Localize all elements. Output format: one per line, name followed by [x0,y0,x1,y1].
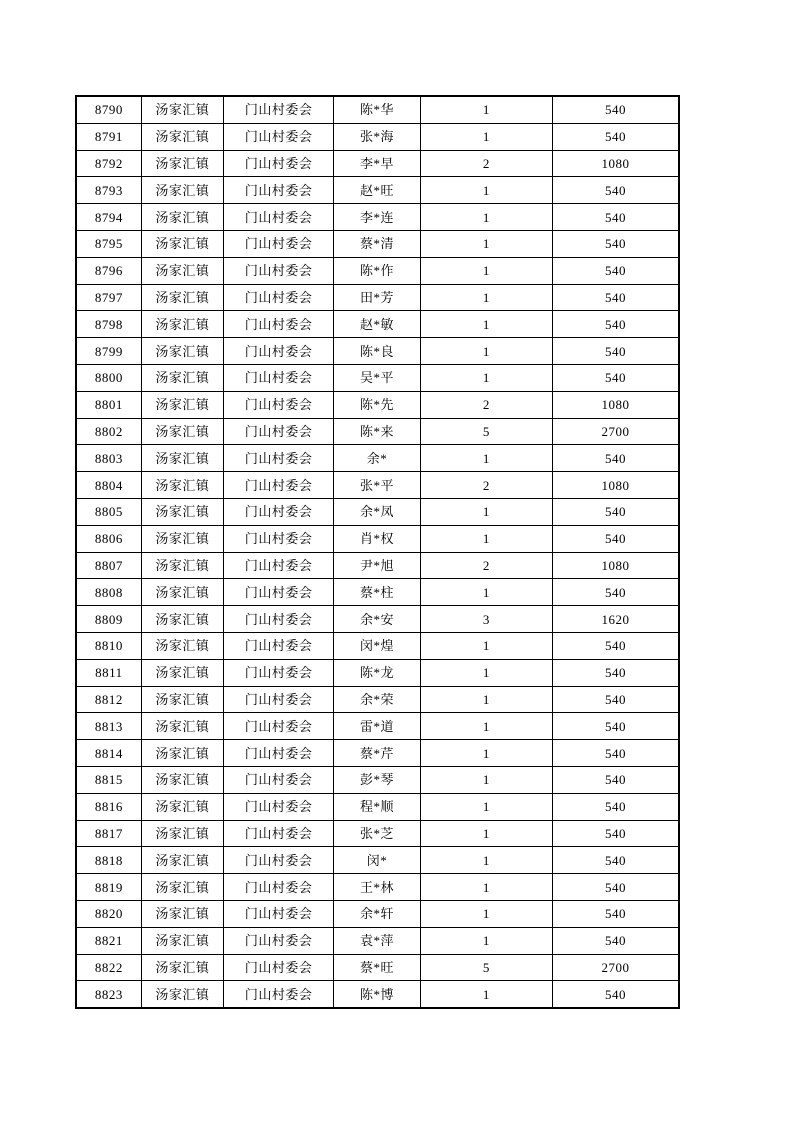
subsidy-table [75,95,680,1009]
cell-amount: 540 [553,498,679,525]
cell-person-count: 1 [420,847,552,874]
table-row [76,686,679,713]
cell-serial-number: 8799 [76,338,141,365]
cell-village: 门山村委会 [223,766,333,793]
cell-amount: 2700 [553,954,679,981]
cell-village: 门山村委会 [223,364,333,391]
cell-serial-number: 8790 [76,96,141,123]
cell-serial-number: 8816 [76,793,141,820]
cell-town: 汤家汇镇 [141,632,223,659]
cell-serial-number: 8807 [76,552,141,579]
table-row [76,177,679,204]
table-row [76,472,679,499]
cell-serial-number: 8822 [76,954,141,981]
cell-person-count: 1 [420,874,552,901]
cell-amount: 540 [553,579,679,606]
table-row [76,579,679,606]
table-row [76,338,679,365]
cell-masked-name: 李*连 [334,204,420,231]
table-row [76,525,679,552]
table-row [76,204,679,231]
cell-person-count: 1 [420,740,552,767]
cell-village: 门山村委会 [223,579,333,606]
cell-person-count: 1 [420,579,552,606]
cell-amount: 540 [553,847,679,874]
cell-serial-number: 8823 [76,981,141,1008]
table-row [76,981,679,1008]
cell-amount: 540 [553,766,679,793]
cell-town: 汤家汇镇 [141,284,223,311]
cell-serial-number: 8802 [76,418,141,445]
cell-masked-name: 张*平 [334,472,420,499]
cell-amount: 1080 [553,472,679,499]
cell-person-count: 1 [420,177,552,204]
table-row [76,659,679,686]
cell-village: 门山村委会 [223,418,333,445]
cell-amount: 540 [553,177,679,204]
cell-masked-name: 余* [334,445,420,472]
cell-person-count: 5 [420,954,552,981]
cell-village: 门山村委会 [223,150,333,177]
cell-village: 门山村委会 [223,311,333,338]
cell-masked-name: 尹*旭 [334,552,420,579]
cell-village: 门山村委会 [223,659,333,686]
cell-town: 汤家汇镇 [141,874,223,901]
table-row [76,418,679,445]
cell-amount: 540 [553,981,679,1008]
cell-village: 门山村委会 [223,96,333,123]
cell-serial-number: 8793 [76,177,141,204]
cell-amount: 540 [553,525,679,552]
cell-person-count: 1 [420,766,552,793]
cell-person-count: 2 [420,552,552,579]
cell-town: 汤家汇镇 [141,150,223,177]
cell-serial-number: 8800 [76,364,141,391]
table-row [76,766,679,793]
cell-village: 门山村委会 [223,793,333,820]
cell-masked-name: 田*芳 [334,284,420,311]
cell-masked-name: 陈*华 [334,96,420,123]
cell-village: 门山村委会 [223,847,333,874]
cell-town: 汤家汇镇 [141,177,223,204]
cell-amount: 540 [553,311,679,338]
cell-serial-number: 8791 [76,123,141,150]
cell-town: 汤家汇镇 [141,579,223,606]
cell-person-count: 2 [420,472,552,499]
cell-serial-number: 8796 [76,257,141,284]
table-row [76,820,679,847]
cell-masked-name: 雷*道 [334,713,420,740]
cell-town: 汤家汇镇 [141,900,223,927]
table-row [76,793,679,820]
cell-village: 门山村委会 [223,900,333,927]
cell-village: 门山村委会 [223,257,333,284]
cell-village: 门山村委会 [223,525,333,552]
table-row [76,391,679,418]
cell-serial-number: 8810 [76,632,141,659]
cell-town: 汤家汇镇 [141,418,223,445]
cell-town: 汤家汇镇 [141,659,223,686]
cell-masked-name: 蔡*柱 [334,579,420,606]
cell-town: 汤家汇镇 [141,766,223,793]
cell-village: 门山村委会 [223,204,333,231]
cell-masked-name: 王*林 [334,874,420,901]
cell-serial-number: 8815 [76,766,141,793]
cell-village: 门山村委会 [223,472,333,499]
table-row [76,284,679,311]
cell-village: 门山村委会 [223,177,333,204]
cell-village: 门山村委会 [223,498,333,525]
table-row [76,96,679,123]
cell-person-count: 1 [420,793,552,820]
table-row [76,123,679,150]
cell-masked-name: 闵* [334,847,420,874]
cell-person-count: 1 [420,230,552,257]
cell-serial-number: 8797 [76,284,141,311]
cell-village: 门山村委会 [223,686,333,713]
cell-person-count: 1 [420,820,552,847]
cell-amount: 1080 [553,391,679,418]
cell-masked-name: 肖*权 [334,525,420,552]
cell-amount: 540 [553,338,679,365]
cell-town: 汤家汇镇 [141,498,223,525]
cell-town: 汤家汇镇 [141,552,223,579]
cell-town: 汤家汇镇 [141,981,223,1008]
cell-person-count: 1 [420,632,552,659]
subsidy-table-body [76,96,679,1008]
cell-amount: 540 [553,632,679,659]
cell-person-count: 1 [420,96,552,123]
cell-town: 汤家汇镇 [141,364,223,391]
cell-masked-name: 陈*博 [334,981,420,1008]
table-row [76,230,679,257]
cell-person-count: 1 [420,284,552,311]
cell-village: 门山村委会 [223,927,333,954]
cell-serial-number: 8813 [76,713,141,740]
cell-town: 汤家汇镇 [141,445,223,472]
cell-serial-number: 8821 [76,927,141,954]
cell-masked-name: 陈*龙 [334,659,420,686]
cell-masked-name: 赵*旺 [334,177,420,204]
cell-village: 门山村委会 [223,445,333,472]
cell-masked-name: 余*荣 [334,686,420,713]
table-row [76,632,679,659]
cell-serial-number: 8818 [76,847,141,874]
cell-person-count: 3 [420,606,552,633]
cell-serial-number: 8812 [76,686,141,713]
cell-village: 门山村委会 [223,123,333,150]
table-row [76,874,679,901]
cell-village: 门山村委会 [223,552,333,579]
cell-amount: 540 [553,445,679,472]
table-row [76,150,679,177]
cell-person-count: 1 [420,498,552,525]
cell-amount: 540 [553,123,679,150]
cell-person-count: 1 [420,659,552,686]
cell-village: 门山村委会 [223,740,333,767]
cell-masked-name: 程*顺 [334,793,420,820]
cell-person-count: 1 [420,713,552,740]
cell-person-count: 2 [420,391,552,418]
cell-town: 汤家汇镇 [141,338,223,365]
table-row [76,847,679,874]
table-row [76,311,679,338]
cell-amount: 540 [553,230,679,257]
cell-person-count: 1 [420,204,552,231]
table-row [76,900,679,927]
cell-town: 汤家汇镇 [141,525,223,552]
cell-village: 门山村委会 [223,284,333,311]
cell-masked-name: 蔡*清 [334,230,420,257]
cell-serial-number: 8804 [76,472,141,499]
cell-serial-number: 8805 [76,498,141,525]
cell-serial-number: 8792 [76,150,141,177]
cell-person-count: 1 [420,257,552,284]
cell-town: 汤家汇镇 [141,96,223,123]
cell-serial-number: 8819 [76,874,141,901]
cell-amount: 540 [553,900,679,927]
cell-town: 汤家汇镇 [141,820,223,847]
table-row [76,552,679,579]
cell-serial-number: 8801 [76,391,141,418]
cell-amount: 1620 [553,606,679,633]
cell-town: 汤家汇镇 [141,204,223,231]
cell-serial-number: 8798 [76,311,141,338]
table-row [76,606,679,633]
cell-person-count: 1 [420,311,552,338]
cell-masked-name: 蔡*旺 [334,954,420,981]
cell-serial-number: 8809 [76,606,141,633]
cell-town: 汤家汇镇 [141,230,223,257]
table-row [76,713,679,740]
cell-serial-number: 8808 [76,579,141,606]
cell-person-count: 1 [420,445,552,472]
cell-amount: 1080 [553,552,679,579]
cell-town: 汤家汇镇 [141,847,223,874]
cell-masked-name: 闵*煌 [334,632,420,659]
cell-masked-name: 余*安 [334,606,420,633]
cell-person-count: 1 [420,525,552,552]
cell-amount: 540 [553,364,679,391]
cell-village: 门山村委会 [223,391,333,418]
cell-person-count: 1 [420,900,552,927]
cell-amount: 540 [553,686,679,713]
table-row [76,257,679,284]
cell-amount: 540 [553,96,679,123]
cell-person-count: 1 [420,123,552,150]
table-row [76,954,679,981]
cell-person-count: 1 [420,927,552,954]
table-row [76,927,679,954]
cell-town: 汤家汇镇 [141,123,223,150]
cell-village: 门山村委会 [223,230,333,257]
cell-serial-number: 8811 [76,659,141,686]
cell-serial-number: 8814 [76,740,141,767]
cell-masked-name: 吴*平 [334,364,420,391]
cell-serial-number: 8820 [76,900,141,927]
cell-amount: 540 [553,257,679,284]
cell-serial-number: 8817 [76,820,141,847]
cell-village: 门山村委会 [223,632,333,659]
cell-serial-number: 8803 [76,445,141,472]
cell-village: 门山村委会 [223,954,333,981]
cell-village: 门山村委会 [223,820,333,847]
cell-person-count: 1 [420,338,552,365]
cell-masked-name: 余*轩 [334,900,420,927]
cell-town: 汤家汇镇 [141,713,223,740]
cell-masked-name: 李*早 [334,150,420,177]
cell-serial-number: 8806 [76,525,141,552]
cell-masked-name: 蔡*芹 [334,740,420,767]
cell-village: 门山村委会 [223,874,333,901]
cell-amount: 540 [553,820,679,847]
cell-town: 汤家汇镇 [141,472,223,499]
cell-town: 汤家汇镇 [141,311,223,338]
cell-town: 汤家汇镇 [141,793,223,820]
cell-amount: 540 [553,713,679,740]
cell-village: 门山村委会 [223,338,333,365]
table-row [76,740,679,767]
cell-amount: 540 [553,204,679,231]
cell-amount: 540 [553,927,679,954]
cell-serial-number: 8795 [76,230,141,257]
cell-town: 汤家汇镇 [141,257,223,284]
cell-masked-name: 陈*良 [334,338,420,365]
cell-masked-name: 袁*萍 [334,927,420,954]
table-row [76,498,679,525]
cell-person-count: 5 [420,418,552,445]
cell-town: 汤家汇镇 [141,954,223,981]
cell-masked-name: 陈*来 [334,418,420,445]
cell-town: 汤家汇镇 [141,740,223,767]
cell-amount: 1080 [553,150,679,177]
cell-amount: 540 [553,659,679,686]
cell-amount: 540 [553,874,679,901]
cell-masked-name: 陈*先 [334,391,420,418]
cell-masked-name: 张*芝 [334,820,420,847]
cell-village: 门山村委会 [223,981,333,1008]
table-row [76,445,679,472]
cell-amount: 540 [553,740,679,767]
cell-masked-name: 陈*作 [334,257,420,284]
cell-masked-name: 彭*琴 [334,766,420,793]
table-row [76,364,679,391]
cell-amount: 540 [553,284,679,311]
cell-person-count: 1 [420,686,552,713]
cell-amount: 2700 [553,418,679,445]
cell-town: 汤家汇镇 [141,606,223,633]
cell-masked-name: 赵*敏 [334,311,420,338]
cell-town: 汤家汇镇 [141,927,223,954]
cell-serial-number: 8794 [76,204,141,231]
cell-masked-name: 余*凤 [334,498,420,525]
cell-town: 汤家汇镇 [141,391,223,418]
cell-person-count: 1 [420,364,552,391]
cell-person-count: 1 [420,981,552,1008]
cell-masked-name: 张*海 [334,123,420,150]
cell-village: 门山村委会 [223,606,333,633]
cell-person-count: 2 [420,150,552,177]
cell-village: 门山村委会 [223,713,333,740]
cell-town: 汤家汇镇 [141,686,223,713]
cell-amount: 540 [553,793,679,820]
